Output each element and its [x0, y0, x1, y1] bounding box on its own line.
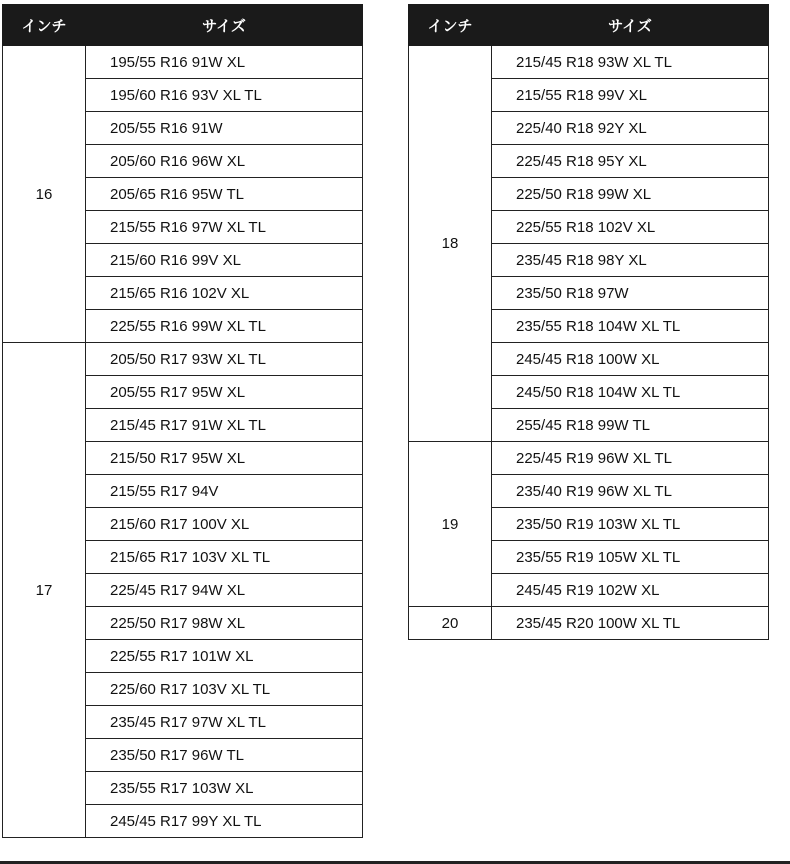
size-cell: 235/40 R19 96W XL TL [492, 475, 769, 508]
size-cell: 235/55 R17 103W XL [86, 772, 363, 805]
size-cell: 205/65 R16 95W TL [86, 178, 363, 211]
size-cell: 225/40 R18 92Y XL [492, 112, 769, 145]
size-cell: 215/60 R17 100V XL [86, 508, 363, 541]
size-column-header: サイズ [492, 5, 769, 46]
table-row [3, 46, 363, 79]
inch-cell: 16 [3, 46, 86, 343]
size-cell: 225/45 R19 96W XL TL [492, 442, 769, 475]
size-cell: 215/65 R16 102V XL [86, 277, 363, 310]
size-cell: 225/55 R17 101W XL [86, 640, 363, 673]
size-cell: 245/45 R18 100W XL [492, 343, 769, 376]
size-cell: 235/45 R17 97W XL TL [86, 706, 363, 739]
size-cell: 215/45 R18 93W XL TL [492, 46, 769, 79]
size-cell: 235/55 R18 104W XL TL [492, 310, 769, 343]
table-row [409, 607, 769, 640]
size-cell: 215/65 R17 103V XL TL [86, 541, 363, 574]
table-header-row [409, 5, 769, 46]
size-cell: 205/55 R16 91W [86, 112, 363, 145]
size-cell: 215/55 R17 94V [86, 475, 363, 508]
inch-cell: 18 [409, 46, 492, 442]
tire-size-table-left [2, 4, 363, 838]
size-cell: 205/60 R16 96W XL [86, 145, 363, 178]
size-cell: 225/60 R17 103V XL TL [86, 673, 363, 706]
size-cell: 225/50 R18 99W XL [492, 178, 769, 211]
inch-column-header: インチ [3, 5, 86, 46]
size-cell: 225/55 R18 102V XL [492, 211, 769, 244]
size-cell: 225/45 R18 95Y XL [492, 145, 769, 178]
size-cell: 235/45 R20 100W XL TL [492, 607, 769, 640]
size-cell: 235/50 R17 96W TL [86, 739, 363, 772]
size-cell: 245/50 R18 104W XL TL [492, 376, 769, 409]
table-row [3, 343, 363, 376]
table-row [409, 46, 769, 79]
inch-cell: 17 [3, 343, 86, 838]
table-row [409, 442, 769, 475]
size-cell: 205/50 R17 93W XL TL [86, 343, 363, 376]
size-cell: 215/50 R17 95W XL [86, 442, 363, 475]
size-cell: 245/45 R19 102W XL [492, 574, 769, 607]
inch-column-header: インチ [409, 5, 492, 46]
size-column-header: サイズ [86, 5, 363, 46]
size-cell: 225/50 R17 98W XL [86, 607, 363, 640]
size-cell: 195/60 R16 93V XL TL [86, 79, 363, 112]
size-cell: 195/55 R16 91W XL [86, 46, 363, 79]
size-cell: 225/55 R16 99W XL TL [86, 310, 363, 343]
size-cell: 205/55 R17 95W XL [86, 376, 363, 409]
inch-cell: 19 [409, 442, 492, 607]
inch-cell: 20 [409, 607, 492, 640]
size-cell: 225/45 R17 94W XL [86, 574, 363, 607]
size-cell: 235/50 R18 97W [492, 277, 769, 310]
size-cell: 245/45 R17 99Y XL TL [86, 805, 363, 838]
size-cell: 235/50 R19 103W XL TL [492, 508, 769, 541]
size-cell: 215/45 R17 91W XL TL [86, 409, 363, 442]
size-cell: 255/45 R18 99W TL [492, 409, 769, 442]
size-cell: 235/45 R18 98Y XL [492, 244, 769, 277]
size-cell: 215/55 R16 97W XL TL [86, 211, 363, 244]
size-cell: 215/60 R16 99V XL [86, 244, 363, 277]
table-header-row [3, 5, 363, 46]
tire-size-table-right [408, 4, 769, 640]
size-cell: 215/55 R18 99V XL [492, 79, 769, 112]
size-cell: 235/55 R19 105W XL TL [492, 541, 769, 574]
